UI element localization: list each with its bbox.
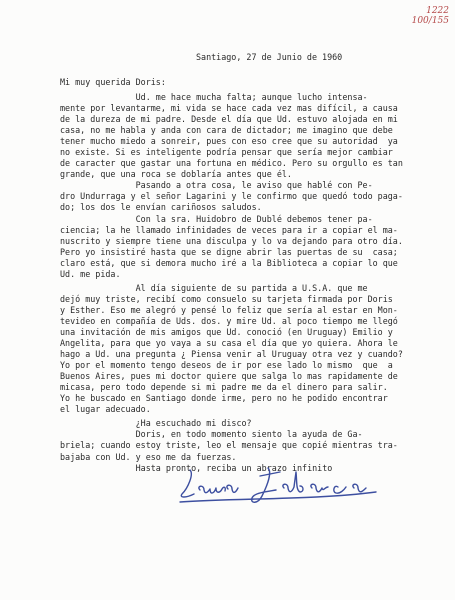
handwritten-signature (176, 462, 411, 508)
text-line: Angelita, para que yo vaya a su casa el día que yo quiera. Ahora le (60, 338, 398, 349)
text-line: Ud. me pida. (60, 268, 121, 279)
text-line: Buenos Aires, pues mi doctor quiere que salga lo mas rapidamente de (60, 371, 398, 382)
text-line: Hasta pronto, reciba un abrazo infinito (60, 462, 333, 473)
text-line: dro Undurraga y el señor Lagarini y le confirmo que quedó todo paga- (60, 191, 403, 202)
text-line: Pero yo insistiré hasta que se digne abrir las puertas de su casa; (60, 246, 398, 257)
text-line: de caracter que gastar una fortuna en médico. Pero su orgullo es tan (60, 158, 403, 169)
text-line: y Esther. Eso me alegró y pensé lo feliz que sería al estar en Mon- (60, 304, 398, 315)
text-line: Pasando a otra cosa, le aviso que hablé con Pe- (60, 180, 373, 191)
paragraph-2 (60, 180, 445, 213)
text-line: no existe. Si es inteligente podría pensar que sería mejor cambiar (60, 147, 393, 158)
text-line: micasa, pero todo depende si mi padre me da el dinero para salir. (60, 382, 388, 393)
text-line: el lugar adecuado. (60, 404, 151, 415)
text-line: Doris, en todo momento siento la ayuda de Ga- (60, 429, 363, 440)
paragraph-4 (60, 283, 445, 416)
archive-number: 1222 (426, 6, 449, 16)
text-line: una invitación de mis amigos que Ud. conoció (en Uruguay) Emilio y (60, 326, 393, 337)
text-line: briela; cuando estoy triste, leo el mensaje que copié mientras tra- (60, 440, 398, 451)
text-line: casa, no me habla y anda con cara de dictador; me imagino que debe (60, 125, 393, 136)
text-line: mente por levantarme, mi vida se hace cada vez mas difícil, a causa (60, 103, 398, 114)
text-line: hago a Ud. una pregunta ¿ Piensa venir al Uruguay otra vez y cuando? (60, 349, 403, 360)
text-line: Yo he buscado en Santiago donde irme, pero no he podido encontrar (60, 393, 388, 404)
text-line: tevideo en compañía de Uds. dos. y mire Ud. al poco tiempo me llegó (60, 315, 398, 326)
text-line: de la dureza de mi padre. Desde el día que Ud. estuvo alojada en mi (60, 114, 398, 125)
paragraph-3 (60, 214, 445, 280)
text-line: claro está, que si demora mucho iré a la Biblioteca a copiar lo que (60, 257, 398, 268)
text-line: do; los dos le envían cariñosos saludos. (60, 202, 262, 213)
text-line: grande, que una roca se doblaría antes que él. (60, 169, 292, 180)
text-line: tener mucho miedo a sonreir, pues con eso cree que su autoridad ya (60, 136, 398, 147)
archive-reference-mark (403, 6, 449, 26)
letter-date: Santiago, 27 de Junio de 1960 (196, 52, 343, 62)
archive-folio: 100/155 (411, 16, 449, 26)
text-line: nuscrito y siempre tiene una disculpa y lo va dejando para otro día. (60, 235, 403, 246)
text-line: Al día siguiente de su partida a U.S.A. que me (60, 282, 368, 293)
salutation: Mi muy querida Doris: (60, 77, 166, 87)
text-line: ciencia; la he llamado infinidades de veces para ir a copiar el ma- (60, 224, 398, 235)
text-line: Con la sra. Huidobro de Dublé debemos tener pa- (60, 213, 373, 224)
text-line: ¿Ha escuchado mi disco? (60, 418, 252, 429)
paragraph-1 (60, 92, 445, 180)
text-line: Ud. me hace mucha falta; aunque lucho intensa- (60, 92, 368, 102)
text-line: Yo por el momento tengo deseos de ir por ese lado lo mismo que a (60, 360, 393, 371)
text-line: bajaba con Ud. y eso me da fuerzas. (60, 451, 237, 462)
text-line: dejó muy triste, recibí como consuelo su tarjeta firmada por Doris (60, 293, 393, 304)
letter-body (60, 92, 445, 474)
